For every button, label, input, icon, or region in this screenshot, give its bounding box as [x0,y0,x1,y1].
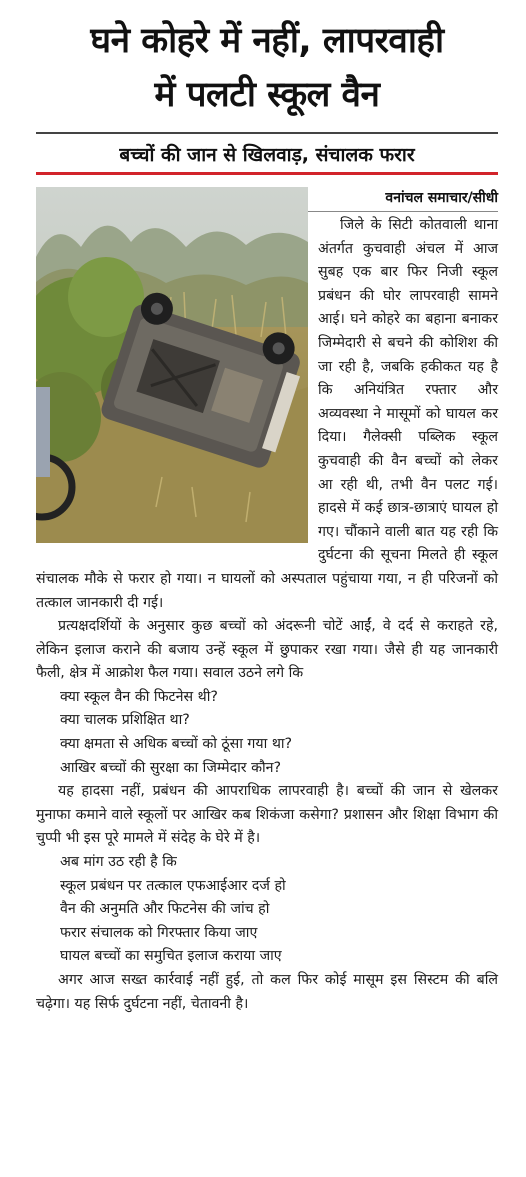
overturned-van-photo [36,187,308,543]
demand-item: घायल बच्चों का समुचित इलाज कराया जाए [60,948,282,965]
demand-item: फरार संचालक को गिरफ्तार किया जाए [60,924,258,941]
demand-item: स्कूल प्रबंधन पर तत्काल एफआईआर दर्ज हो [60,877,286,894]
question-item: क्या क्षमता से अधिक बच्चों को ठूंसा गया था? [60,736,293,753]
question-item: आखिर बच्चों की सुरक्षा का जिम्मेदार कौन? [60,759,282,776]
paragraph-1: जिले के सिटी कोतवाली थाना अंतर्गत कुचवाही अंचल में आज सुबह एक बार फिर निजी स्कूल प्रबंधन की घोर लापरवाही सामने आई। घने कोहरे का बहाना बनाकर जिम्मेदारी से बचने की कोशिश की जा रही है, जबकि हकीकत यह है कि अनियंत्रित रफ्तार और अव्यवस्था ने मासूमों को घायल कर दिया। गैलेक्सी पब्लिक स्कूल कुचवाही की वैन बच्चों को लेकर आ रही थी, तभी वैन पलट गई। हादसे में कई छात्र-छात्राएं घायल हो गए। चौंकाने वाली बात यह रही कि दुर्घटना की सूचना मिलते ही स्कूल संचालक मौके से फरार हो गया। न घायलों को अस्पताल पहुंचाया गया, न ही परिजनों को तत्काल जानकारी दी गई। [36,217,498,611]
paragraph-3: यह हादसा नहीं, प्रबंधन की आपराधिक लापरवाही है। बच्चों की जान से खेलकर मुनाफा कमाने वाले स्कूलों पर आखिर कब शिकंजा कसेगा? प्रशासन और शिक्षा विभाग की चुप्पी भी इस पूरे मामले में संदेह के घेरे में है। [36,783,498,847]
photo-illustration [36,187,308,543]
headline-line-1: घने कोहरे में नहीं, लापरवाही [90,21,444,61]
question-item: क्या चालक प्रशिक्षित था? [60,712,190,729]
headline [36,0,498,122]
closing-paragraph: अगर आज सख्त कार्रवाई नहीं हुई, तो कल फिर कोई मासूम इस सिस्टम की बलि चढ़ेगा। यह सिर्फ दुर्घटना नहीं, चेतावनी है। [36,972,498,1012]
paragraph-2: प्रत्यक्षदर्शियों के अनुसार कुछ बच्चों को अंदरूनी चोटें आईं, वे दर्द से कराहते रहे, लेकिन इलाज कराने की बजाय उन्हें स्कूल में छुपाकर रखा गया। जैसे ही यह जानकारी फैली, क्षेत्र में आक्रोश फैल गया। सवाल उठने लगे कि [36,618,498,682]
top-rule [36,132,498,134]
headline-line-2: में पलटी स्कूल वैन [154,75,380,115]
byline: वनांचल समाचार/सीधी [36,187,498,212]
subheadline: बच्चों की जान से खिलवाड़, संचालक फरार [119,144,415,166]
demand-item: वैन की अनुमति और फिटनेस की जांच हो [60,901,270,918]
demand-intro: अब मांग उठ रही है कि [60,854,177,871]
question-item: क्या स्कूल वैन की फिटनेस थी? [60,688,218,705]
red-rule [36,172,498,175]
